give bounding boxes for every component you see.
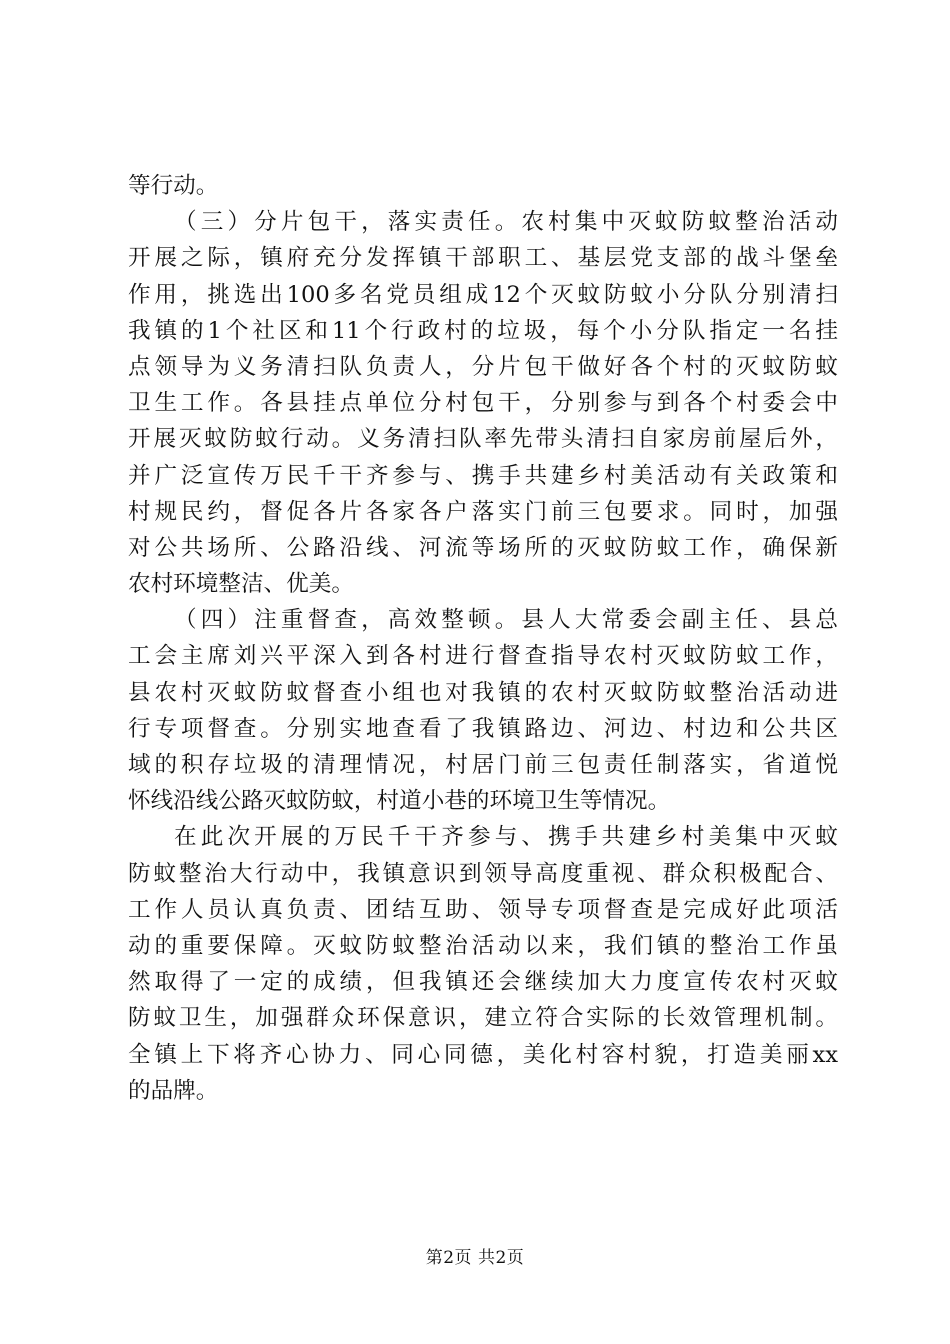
text-line: 等行动。 [128,173,219,199]
text-line: 我镇的1个社区和11个行政村的垃圾，每个小分队指定一名挂 [128,317,838,344]
text-line: 工作人员认真负责、团结互助、领导专项督查是完成好此项活 [128,896,838,923]
text-line: 防蚊整治大行动中，我镇意识到领导高度重视、群众积极配合、 [128,860,838,887]
text-line: 的品牌。 [128,1077,219,1104]
text-line: 卫生工作。各县挂点单位分村包干，分别参与到各个村委会中 [128,390,838,417]
text-line: 并广泛宣传万民千干齐参与、携手共建乡村美活动有关政策和 [128,462,838,489]
text-line: 村规民约，督促各片各家各户落实门前三包要求。同时，加强 [128,498,838,525]
text-line: 然取得了一定的成绩，但我镇还会继续加大力度宣传农村灭蚊 [128,969,838,996]
document-body [128,168,838,1109]
text-line: 作用，挑选出100多名党员组成12个灭蚊防蚊小分队分别清扫 [128,281,838,308]
text-line: 农村环境整洁、优美。 [128,571,354,598]
text-line: 点领导为义务清扫队负责人，分片包干做好各个村的灭蚊防蚊 [128,353,838,380]
text-line: 对公共场所、公路沿线、河流等场所的灭蚊防蚊工作，确保新 [128,534,838,561]
text-line: 在此次开展的万民千干齐参与、携手共建乡村美集中灭蚊 [174,824,838,851]
text-line: 动的重要保障。灭蚊防蚊整治活动以来，我们镇的整治工作虽 [128,932,838,959]
text-line: 工会主席刘兴平深入到各村进行督查指导农村灭蚊防蚊工作， [128,643,838,670]
text-line: 域的积存垃圾的清理情况，村居门前三包责任制落实，省道悦 [128,752,838,778]
text-line: （四）注重督查，高效整顿。县人大常委会副主任、县总 [174,607,838,634]
text-line: 防蚊卫生，加强群众环保意识，建立符合实际的长效管理机制。 [128,1005,838,1032]
text-line: 怀线沿线公路灭蚊防蚊，村道小巷的环境卫生等情况。 [128,788,671,815]
text-line: 行专项督查。分别实地查看了我镇路边、河边、村边和公共区 [128,715,838,742]
text-line: 县农村灭蚊防蚊督查小组也对我镇的农村灭蚊防蚊整治活动进 [128,679,838,706]
text-line: 开展之际，镇府充分发挥镇干部职工、基层党支部的战斗堡垒 [128,245,838,272]
text-line: （三）分片包干，落实责任。农村集中灭蚊防蚊整治活动 [174,209,838,236]
text-line: 开展灭蚊防蚊行动。义务清扫队率先带头清扫自家房前屋后外， [128,426,838,453]
text-line: 全镇上下将齐心协力、同心同德，美化村容村貌，打造美丽xx [128,1041,838,1068]
page-number-footer: 第2页 共2页 [425,1248,525,1268]
